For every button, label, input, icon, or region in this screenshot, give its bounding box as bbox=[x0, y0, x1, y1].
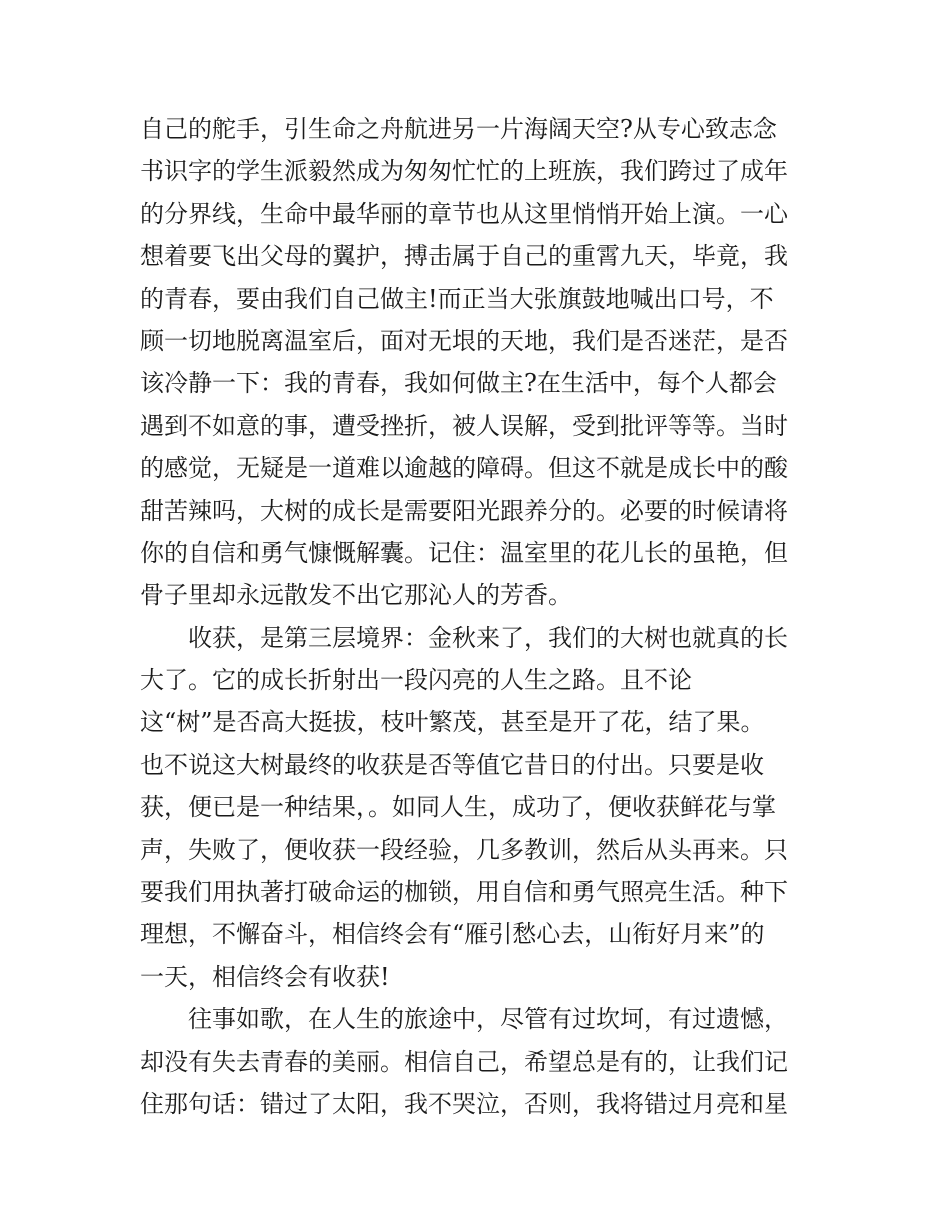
text-line: 这“树”是否高大挺拔，枝叶繁茂，甚至是开了花，结了果。 bbox=[140, 708, 765, 737]
text-line: 遇到不如意的事，遭受挫折，被人误解，受到批评等等。当时 bbox=[140, 411, 788, 440]
text-line: 要我们用执著打破命运的枷锁，用自信和勇气照亮生活。种下 bbox=[140, 878, 788, 907]
text-line: 获，便已是一种结果，。如同人生，成功了，便收获鲜花与掌 bbox=[140, 793, 776, 822]
paragraph-start-line: 收获，是第三层境界：金秋来了，我们的大树也就真的长 bbox=[188, 623, 788, 652]
text-line: 的青春，要由我们自己做主!而正当大张旗鼓地喊出口号，不 bbox=[140, 284, 774, 313]
text-line: 顾一切地脱离温室后，面对无垠的天地，我们是否迷茫，是否 bbox=[140, 326, 788, 355]
text-line: 大了。它的成长折射出一段闪亮的人生之路。且不论 bbox=[140, 666, 692, 695]
text-line: 你的自信和勇气慷慨解囊。记住：温室里的花儿长的虽艳，但 bbox=[140, 538, 788, 567]
body-text bbox=[140, 108, 820, 1125]
text-line: 想着要飞出父母的翼护，搏击属于自己的重霄九天，毕竟，我 bbox=[140, 242, 788, 271]
text-line: 也不说这大树最终的收获是否等值它昔日的付出。只要是收 bbox=[140, 750, 764, 779]
text-line: 的分界线，生命中最华丽的章节也从这里悄悄开始上演。一心 bbox=[140, 199, 788, 228]
paragraph-start-line: 往事如歌，在人生的旅途中，尽管有过坎坷，有过遗憾， bbox=[188, 1005, 788, 1034]
text-line: 自己的舵手，引生命之舟航进另一片海阔天空?从专心致志念 bbox=[140, 115, 777, 143]
text-line: 却没有失去青春的美丽。相信自己，希望总是有的，让我们记 bbox=[140, 1047, 788, 1076]
text-line: 的感觉，无疑是一道难以逾越的障碍。但这不就是成长中的酸 bbox=[140, 454, 788, 483]
text-line: 甜苦辣吗，大树的成长是需要阳光跟养分的。必要的时候请将 bbox=[140, 496, 788, 525]
text-line: 声，失败了，便收获一段经验，几多教训，然后从头再来。只 bbox=[140, 835, 788, 864]
text-line: 理想，不懈奋斗，相信终会有“雁引愁心去，山衔好月来”的 bbox=[140, 920, 765, 949]
text-line: 住那句话：错过了太阳，我不哭泣，否则，我将错过月亮和星 bbox=[140, 1089, 788, 1118]
text-line: 一天，相信终会有收获! bbox=[140, 962, 390, 991]
text-line: 骨子里却永远散发不出它那沁人的芳香。 bbox=[140, 581, 572, 610]
text-line: 书识字的学生派毅然成为匆匆忙忙的上班族，我们跨过了成年 bbox=[140, 157, 788, 186]
text-line: 该冷静一下：我的青春，我如何做主?在生活中，每个人都会 bbox=[140, 369, 777, 398]
